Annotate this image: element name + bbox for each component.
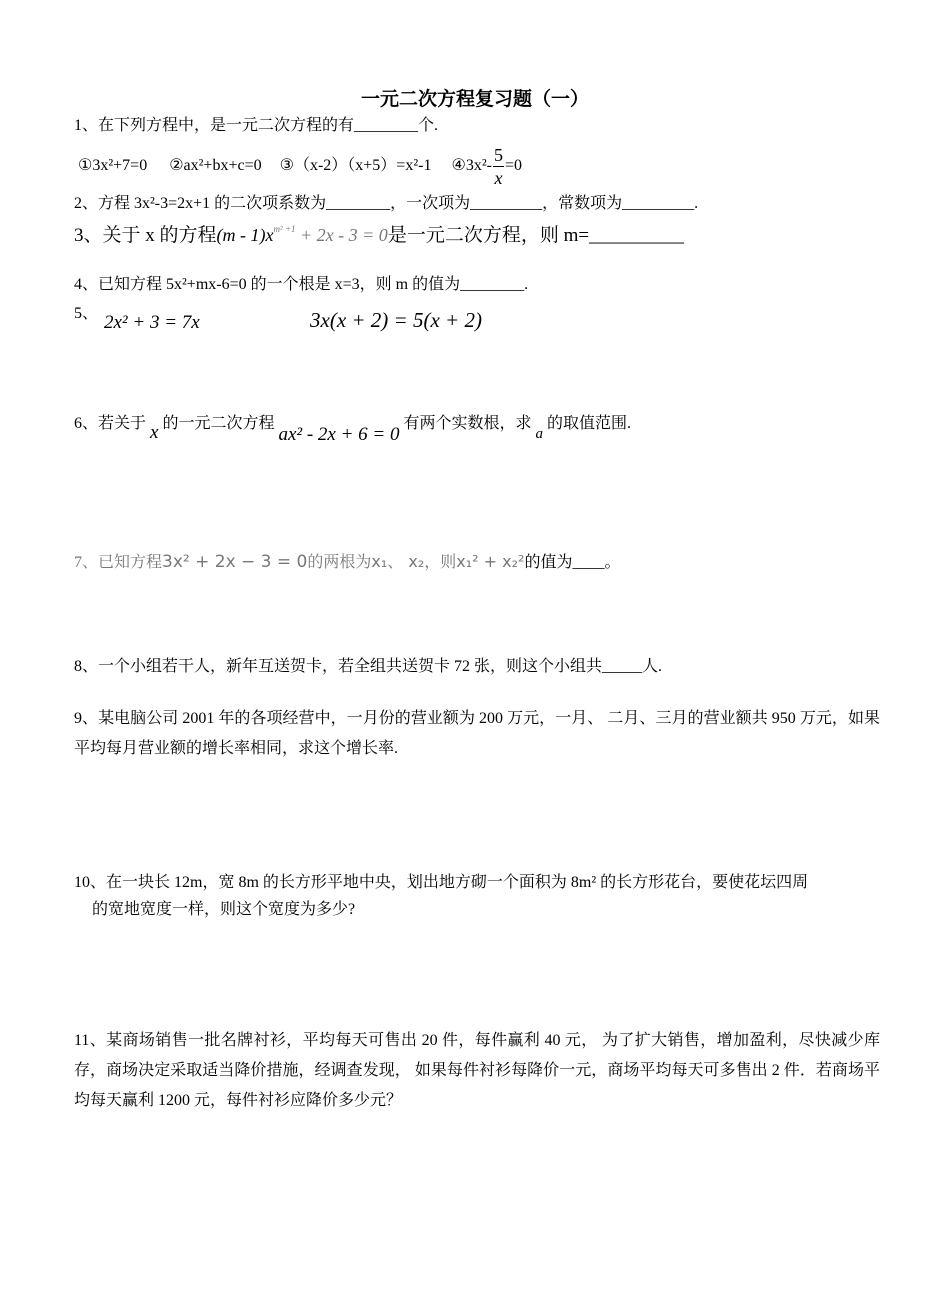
option-3-marker: ③ (279, 157, 294, 175)
question-7-formula: 3x² + 2x − 3 = 0 (162, 552, 308, 572)
question-10-line-1: 10、在一块长 12m，宽 8m 的长方形平地中央，划出地方砌一个面积为 8m² 的长方形花台，要使花坛四周 (74, 874, 809, 891)
option-2: ax²+bx+c=0 (183, 157, 262, 175)
formula-exponent: m² +1 (273, 224, 296, 234)
option-4-right: =0 (504, 157, 522, 175)
question-5-equation-2: 3x(x + 2) = 5(x + 2) (310, 308, 482, 332)
question-6-formula: ax² - 2x + 6 = 0 (278, 424, 400, 445)
question-7-prefix: 7、已知方程 (74, 554, 163, 571)
variable-a: a (535, 426, 544, 442)
question-7-roots: x₁、 x₂ (371, 552, 425, 571)
option-1-marker: ① (78, 157, 93, 175)
question-2: 2、方程 3x²-3=2x+1 的二次项系数为________，一次项为_________，常数项为_________. (74, 195, 699, 212)
option-1: 3x²+7=0 (92, 157, 148, 175)
question-9: 9、某电脑公司 2001 年的各项经营中，一月份的营业额为 200 万元，一月、 二月、三月的营业额共 950 万元，如果平均每月营业额的增长率相同，求这个增长率. (74, 710, 880, 757)
fraction-5-over-x (493, 146, 504, 187)
question-7-mid2: ，则 (424, 554, 457, 571)
question-5-equation-1: 2x² + 3 = 7x (104, 312, 200, 333)
question-1-options (78, 146, 522, 190)
option-4-left: 3x²- (465, 157, 492, 175)
page-title: 一元二次方程复习题（一） (360, 89, 589, 110)
question-7-blank: ____。 (572, 554, 621, 571)
question-3 (74, 220, 684, 247)
question-7 (74, 549, 620, 576)
fraction-numerator: 5 (493, 145, 503, 165)
option-3: （x-2）（x+5）=x²-1 (293, 157, 432, 175)
question-8: 8、一个小组若干人，新年互送贺卡，若全组共送贺卡 72 张，则这个小组共_____人. (74, 658, 663, 675)
option-4-marker: ④ (451, 157, 466, 175)
question-6 (74, 408, 632, 445)
variable-x: x (150, 422, 159, 443)
option-2-marker: ② (169, 157, 184, 175)
question-6-prefix: 6、若关于 (74, 415, 147, 432)
question-7-suffix: 的值为 (524, 554, 573, 571)
question-7-expression: x₁² + x₂² (456, 552, 525, 571)
formula-part-b: + 2x - 3 = 0 (295, 225, 388, 245)
question-5-label: 5、 (74, 305, 99, 322)
question-1: 1、在下列方程中，是一元二次方程的有________个. (74, 117, 439, 134)
question-3-prefix: 3、关于 x 的方程 (74, 225, 217, 246)
question-10-line-2: 的宽地宽度一样，则这个宽度为多少? (92, 901, 356, 918)
fraction-denominator: x (494, 168, 503, 188)
question-4: 4、已知方程 5x²+mx-6=0 的一个根是 x=3，则 m 的值为________. (74, 276, 529, 293)
question-3-suffix: 是一元二次方程，则 m=__________ (387, 225, 685, 246)
formula-part-a: (m - 1)x (216, 225, 274, 245)
question-11: 11、某商场销售一批名牌衬衫，平均每天可售出 20 件，每件赢利 40 元， 为了扩大销售，增加盈利，尽快减少库存，商场决定采取适当降价措施，经调查发现， 如果每件衬衫每降价一元，商场平均每天可多售出 2 件．若商场平均每天赢利 1200 元，每件衬衫应降价多少元？ (74, 1032, 880, 1109)
question-6-suffix: 的取值范围. (547, 415, 632, 432)
question-6-mid2: 有两个实数根，求 (403, 415, 532, 432)
question-3-formula (217, 225, 388, 245)
question-7-mid: 的两根为 (307, 554, 372, 571)
question-6-mid: 的一元二次方程 (162, 415, 275, 432)
